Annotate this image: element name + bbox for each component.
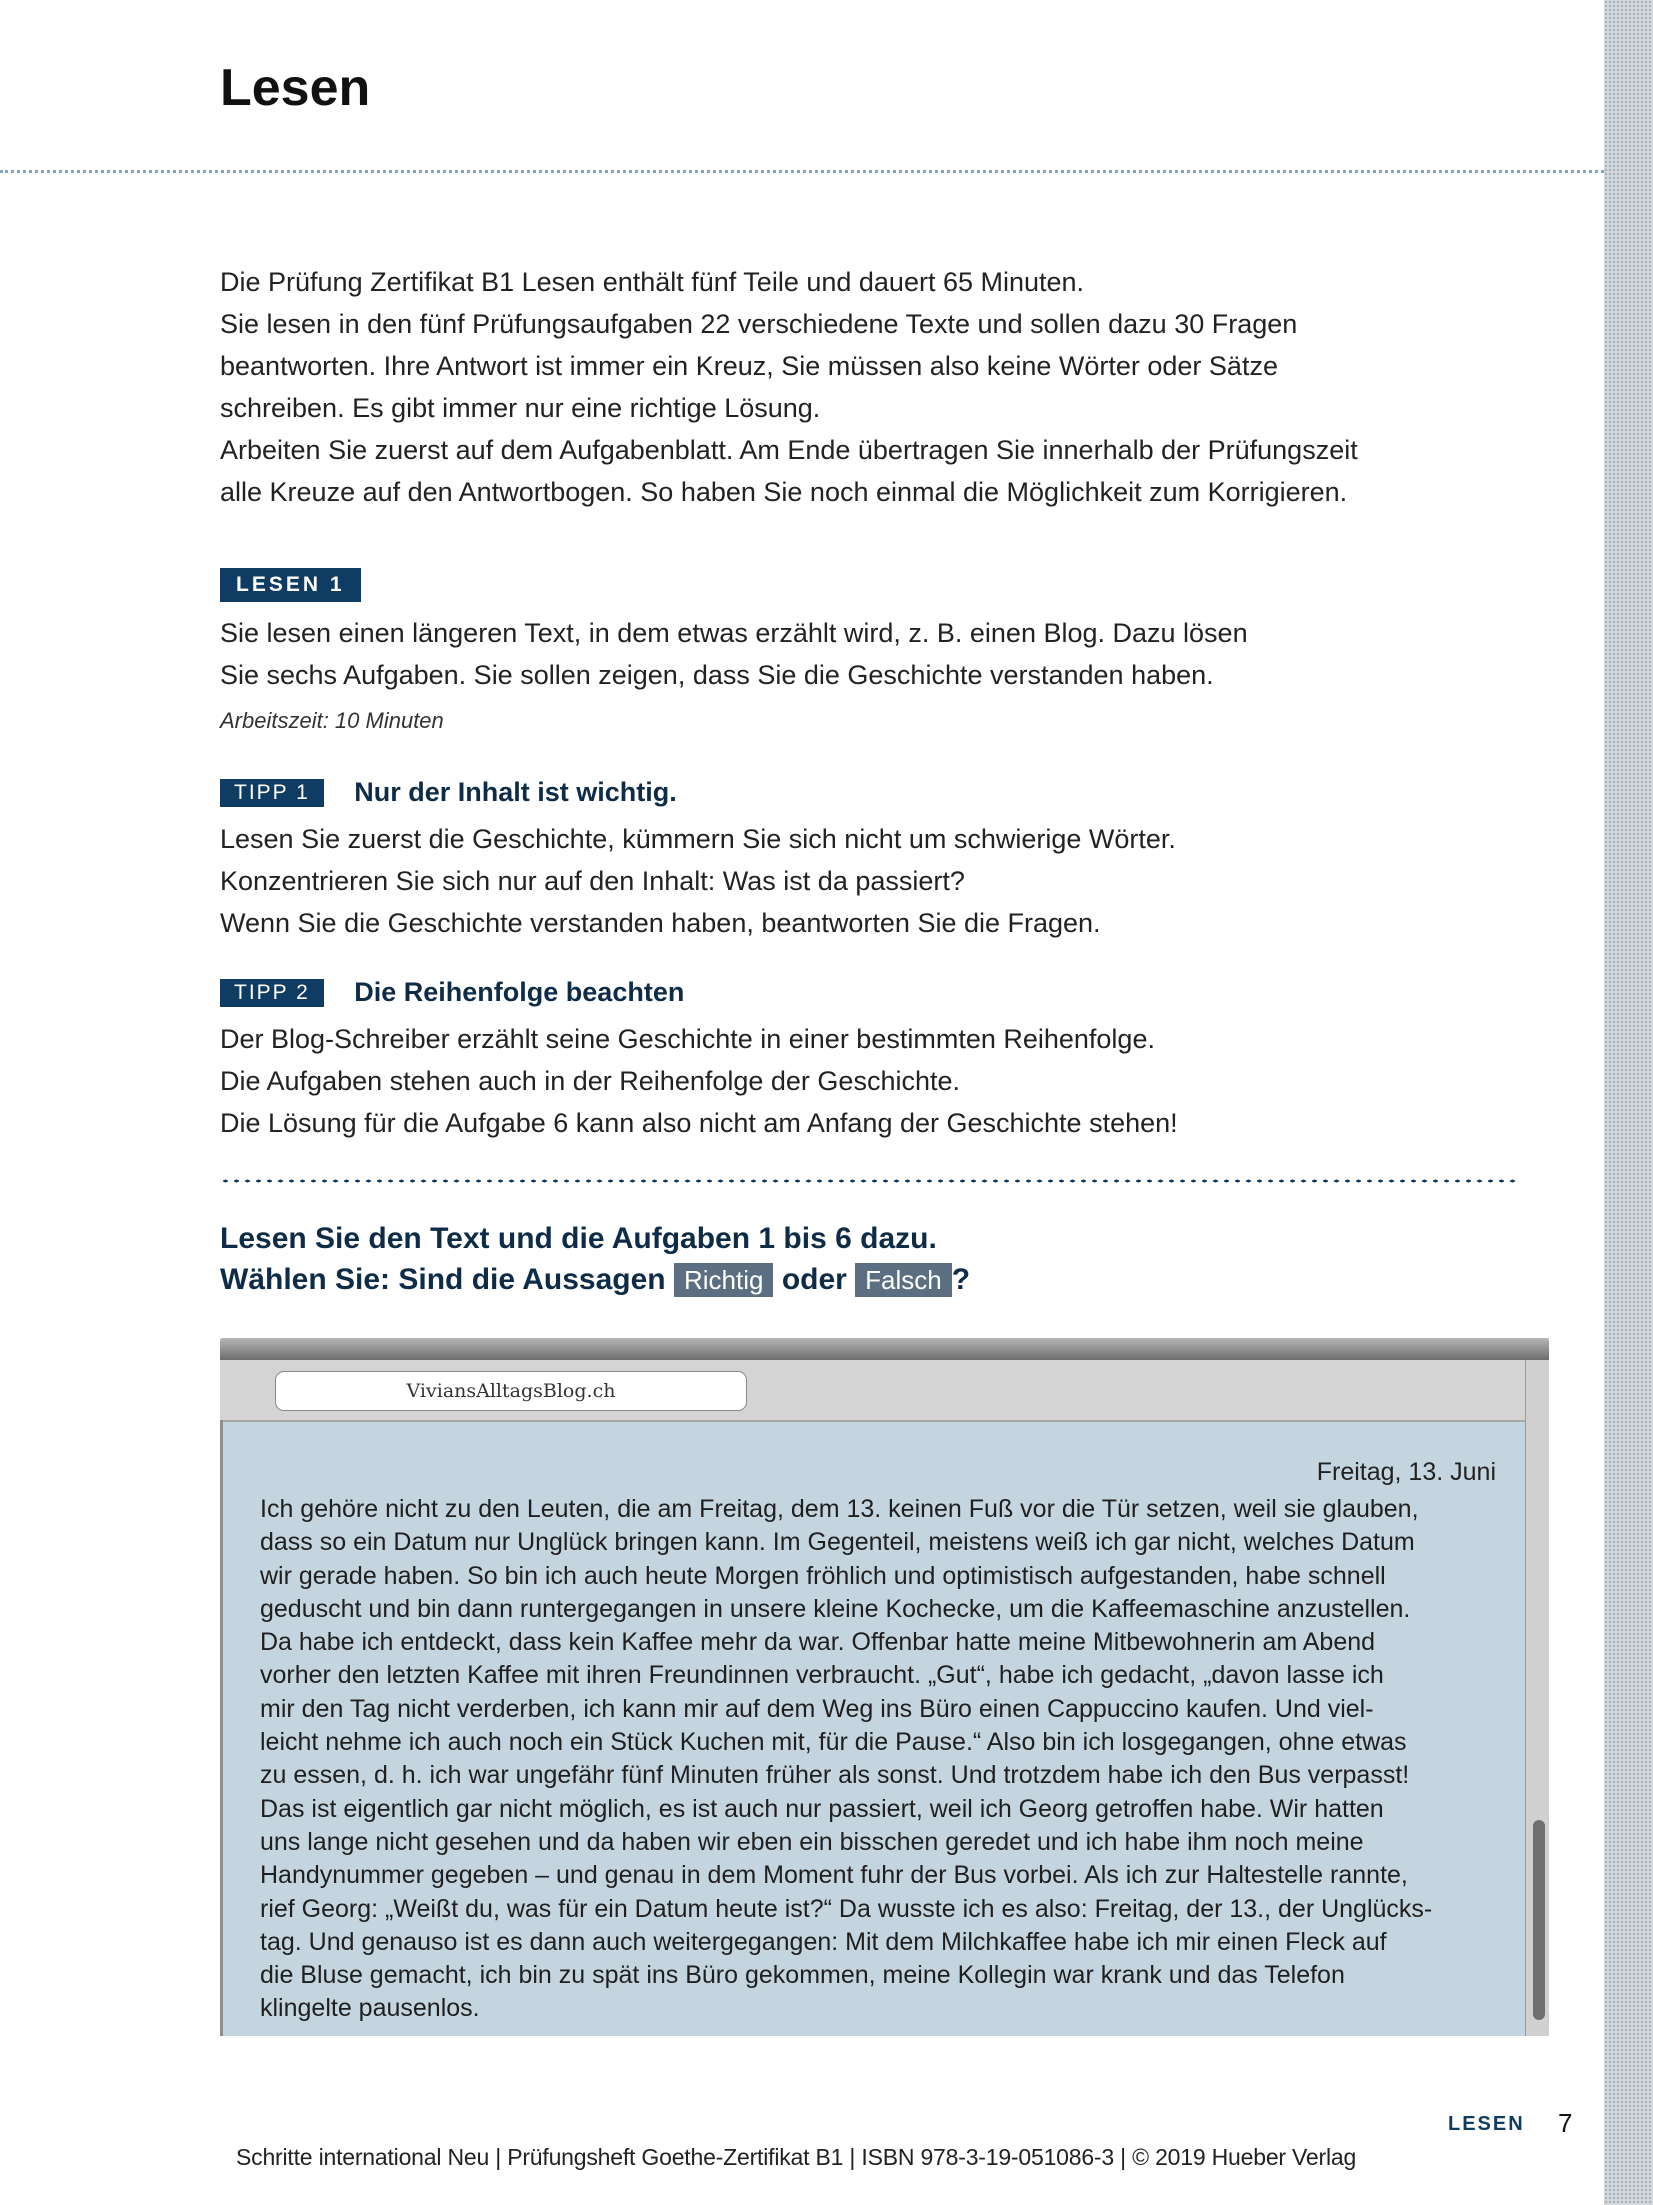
tipp-1-title: Nur der Inhalt ist wichtig. <box>354 777 677 807</box>
blog-line: Da habe ich entdeckt, dass kein Kaffee mehr da war. Offenbar hatte meine Mitbewohnerin am Abend <box>260 1628 1376 1657</box>
address-bar[interactable]: ViviansAlltagsBlog.ch <box>275 1371 747 1411</box>
header-divider <box>0 170 1604 173</box>
page-edge-strip <box>1604 0 1653 2205</box>
blog-line: zu essen, d. h. ich war ungefähr fünf Minuten früher als sonst. Und trotzdem habe ich den Bus verpasst! <box>260 1761 1410 1790</box>
tipp-2-text <box>220 1018 1520 1144</box>
intro-line: Sie lesen in den fünf Prüfungsaufgaben 22 verschiedene Texte und sollen dazu 30 Fragen <box>220 309 1298 339</box>
browser-frame-edge <box>220 1420 223 2036</box>
blog-post-text <box>260 1493 1540 2026</box>
intro-line: schreiben. Es gibt immer nur eine richtige Lösung. <box>220 393 821 423</box>
question-mark: ? <box>951 1263 971 1296</box>
blog-line: geduscht und bin dann runtergegangen in unsere kleine Kochecke, um die Kaffeemaschine anzustellen. <box>260 1594 1411 1623</box>
page-title: Lesen <box>220 59 371 117</box>
lesen-1-description <box>220 612 1520 696</box>
blog-line: Handynummer gegeben – und genau in dem Moment fuhr der Bus vorbei. Als ich zur Haltestelle rannte, <box>260 1861 1408 1890</box>
task-question-prefix: Wählen Sie: Sind die Aussagen <box>220 1263 666 1296</box>
footer-imprint: Schritte international Neu | Prüfungsheft Goethe-Zertifikat B1 | ISBN 978-3-19-051086-3 | © 2019 Hueber Verlag <box>236 2144 1357 2170</box>
page-number: 7 <box>1558 2108 1573 2138</box>
tipp-2-badge: TIPP 2 <box>220 979 324 1007</box>
tipp-2-heading <box>220 977 684 1017</box>
blog-browser-window <box>220 1338 1549 2036</box>
tipp-1-line: Lesen Sie zuerst die Geschichte, kümmern Sie sich nicht um schwierige Wörter. <box>220 824 1176 854</box>
blog-line: wir gerade haben. So bin ich auch heute Morgen fröhlich und optimistisch aufgestanden, habe schnell <box>260 1561 1386 1590</box>
blog-line: klingelte pausenlos. <box>260 1994 480 2023</box>
lesen-1-badge: LESEN 1 <box>220 568 361 602</box>
lesen-1-line: Sie sechs Aufgaben. Sie sollen zeigen, dass Sie die Geschichte verstanden haben. <box>220 660 1214 690</box>
task-question <box>220 1263 970 1297</box>
richtig-label: Richtig <box>674 1263 773 1297</box>
tipp-1-heading <box>220 777 677 817</box>
blog-line: leicht nehme ich auch noch ein Stück Kuchen mit, für die Pause.“ Also bin ich losgegangen, ohne etwas <box>260 1728 1407 1757</box>
blog-line: rief Georg: „Weißt du, was für ein Datum heute ist?“ Da wusste ich es also: Freitag, der 13., der Unglücks- <box>260 1894 1433 1923</box>
blog-line: Ich gehöre nicht zu den Leuten, die am Freitag, dem 13. keinen Fuß vor die Tür setzen, weil sie glauben, <box>260 1495 1419 1523</box>
tipp-1-line: Wenn Sie die Geschichte verstanden haben, beantworten Sie die Fragen. <box>220 908 1101 938</box>
intro-line: beantworten. Ihre Antwort ist immer ein Kreuz, Sie müssen also keine Wörter oder Sätze <box>220 351 1278 381</box>
blog-line: tag. Und genauso ist es dann auch weitergegangen: Mit dem Milchkaffee habe ich mir einen Fleck auf <box>260 1927 1387 1956</box>
tipp-1-badge: TIPP 1 <box>220 779 324 807</box>
tipp-2-line: Die Lösung für die Aufgabe 6 kann also nicht am Anfang der Geschichte stehen! <box>220 1108 1178 1138</box>
lesen-1-line: Sie lesen einen längeren Text, in dem etwas erzählt wird, z. B. einen Blog. Dazu lösen <box>220 618 1248 648</box>
footer-section-label: LESEN <box>1448 2113 1525 2135</box>
blog-line: Das ist eigentlich gar nicht möglich, es ist auch nur passiert, weil ich Georg getroffen habe. Wir hatten <box>260 1794 1384 1823</box>
intro-line: Arbeiten Sie zuerst auf dem Aufgabenblatt. Am Ende übertragen Sie innerhalb der Prüfungszeit <box>220 435 1358 465</box>
task-instruction: Lesen Sie den Text und die Aufgaben 1 bis 6 dazu. <box>220 1222 937 1255</box>
blog-line: dass so ein Datum nur Unglück bringen kann. Im Gegenteil, meistens weiß ich gar nicht, welches Datum <box>260 1528 1415 1557</box>
tipp-1-text <box>220 818 1520 944</box>
blog-line: uns lange nicht gesehen und da haben wir eben ein bisschen geredet und ich habe ihm noch meine <box>260 1827 1364 1856</box>
intro-line: alle Kreuze auf den Antwortbogen. So haben Sie noch einmal die Möglichkeit zum Korrigieren. <box>220 477 1348 507</box>
tipp-2-line: Die Aufgaben stehen auch in der Reihenfolge der Geschichte. <box>220 1066 960 1096</box>
tipp-1-line: Konzentrieren Sie sich nur auf den Inhalt: Was ist da passiert? <box>220 866 965 896</box>
intro-line: Die Prüfung Zertifikat B1 Lesen enthält fünf Teile und dauert 65 Minuten. <box>220 267 1085 297</box>
oder-word: oder <box>781 1263 847 1296</box>
working-time: Arbeitszeit: 10 Minuten <box>220 708 444 733</box>
tipp-2-line: Der Blog-Schreiber erzählt seine Geschichte in einer bestimmten Reihenfolge. <box>220 1024 1155 1054</box>
tipp-2-title: Die Reihenfolge beachten <box>354 977 685 1007</box>
browser-title-bar <box>220 1338 1549 1360</box>
blog-line: die Bluse gemacht, ich bin zu spät ins Büro gekommen, meine Kollegin war krank und das Telefon <box>260 1961 1345 1990</box>
intro-paragraph <box>220 261 1520 513</box>
browser-toolbar <box>220 1360 1549 1422</box>
dotted-divider <box>220 1178 1520 1184</box>
falsch-label: Falsch <box>855 1263 952 1297</box>
blog-line: mir den Tag nicht verderben, ich kann mir auf dem Weg ins Büro einen Cappuccino kaufen. Und viel- <box>260 1694 1374 1723</box>
blog-post-date: Freitag, 13. Juni <box>1316 1458 1496 1486</box>
blog-line: vorher den letzten Kaffee mit ihren Freundinnen verbraucht. „Gut“, habe ich gedacht, „davon lasse ich <box>260 1661 1384 1690</box>
